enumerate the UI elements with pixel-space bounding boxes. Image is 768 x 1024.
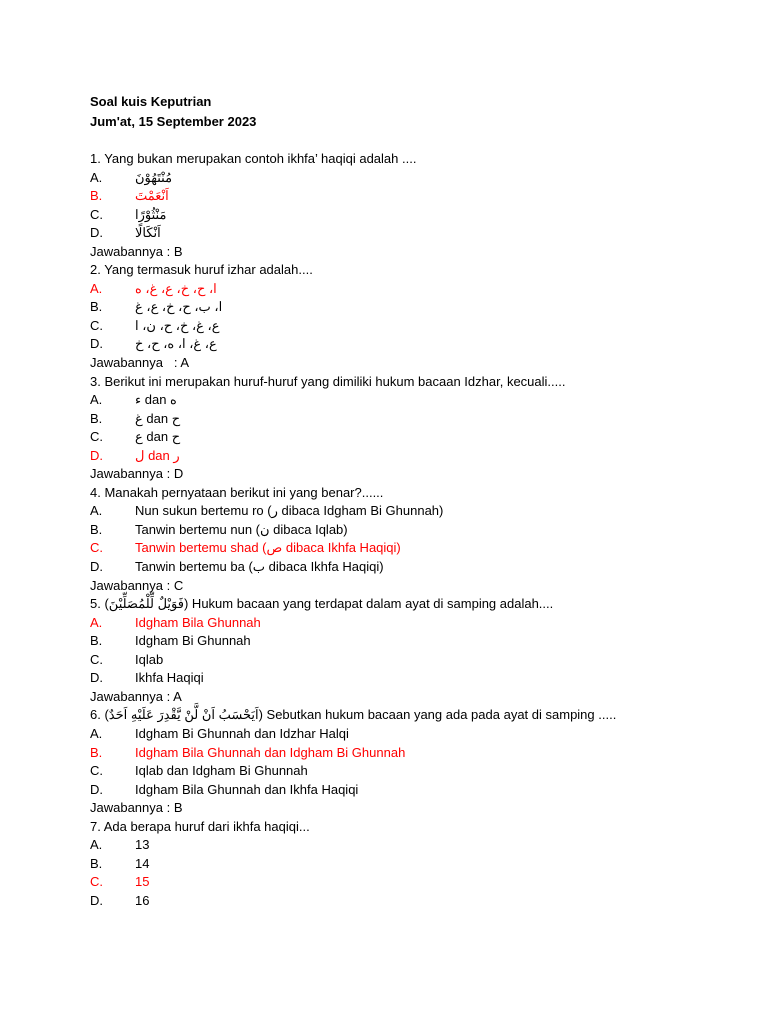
question-text: 2. Yang termasuk huruf izhar adalah.... <box>90 262 313 278</box>
answer-option <box>90 632 730 651</box>
option-text: Idgham Bila Ghunnah <box>135 614 261 630</box>
option-letter: D. <box>90 559 103 575</box>
answer-option <box>90 892 730 911</box>
option-text: Ikhfa Haqiqi <box>135 670 204 686</box>
option-text: ع dan ح <box>135 429 181 445</box>
option-letter: C. <box>90 206 103 222</box>
answer-option <box>90 410 730 429</box>
spacer <box>90 132 730 150</box>
option-letter: A. <box>90 392 103 408</box>
answer-option <box>90 502 730 521</box>
answer-option <box>90 539 730 558</box>
option-letter: D. <box>90 225 103 241</box>
option-letter: D. <box>90 892 103 908</box>
option-text: 16 <box>135 892 150 908</box>
answer-option <box>90 744 730 763</box>
answer-key: Jawabannya : B <box>90 243 183 259</box>
answer-option <box>90 298 730 317</box>
answer-option <box>90 335 730 354</box>
option-letter: C. <box>90 763 103 779</box>
question-text: 7. Ada berapa huruf dari ikhfa haqiqi... <box>90 818 310 834</box>
answer-option <box>90 447 730 466</box>
document-title: Soal kuis Keputrian <box>90 94 212 109</box>
answer-option <box>90 836 730 855</box>
option-text: Idgham Bila Ghunnah dan Idgham Bi Ghunnah <box>135 744 406 760</box>
option-text: Idgham Bi Ghunnah dan Idzhar Halqi <box>135 725 349 741</box>
option-text: Tanwin bertemu shad (ص dibaca Ikhfa Haqiqi) <box>135 540 401 556</box>
option-letter: A. <box>90 280 103 296</box>
option-text: 14 <box>135 855 150 871</box>
question-list <box>90 150 730 910</box>
document-date: Jum'at, 15 September 2023 <box>90 114 257 129</box>
option-text: Iqlab <box>135 651 164 667</box>
answer-option <box>90 428 730 447</box>
option-text: ل dan ر <box>135 447 180 463</box>
answer-option <box>90 651 730 670</box>
option-text: 15 <box>135 874 150 890</box>
answer-key: Jawabannya : C <box>90 577 184 593</box>
answer-option <box>90 317 730 336</box>
option-letter: C. <box>90 429 103 445</box>
option-text: مُنْتَهُوْنَ <box>135 169 173 185</box>
option-letter: A. <box>90 503 103 519</box>
option-letter: A. <box>90 837 103 853</box>
option-letter: A. <box>90 614 103 630</box>
answer-option <box>90 855 730 874</box>
option-text: ع، غ، ا، ه، ح، خ <box>135 336 217 352</box>
answer-key: Jawabannya : A <box>90 355 190 371</box>
question-text: 6. (اَيَحْسَبُ اَنْ لَّنْ يَّقْدِرَ عَلَيْهِ اَحَدٌ) Sebutkan hukum bacaan yang ada pada ayat di samping ..... <box>90 707 617 723</box>
answer-key: Jawabannya : B <box>90 800 183 816</box>
option-text: ا، ح، خ، ع، غ، ه <box>135 280 217 296</box>
option-text: مَنْثُوْرًا <box>135 206 167 222</box>
answer-key: Jawabannya : A <box>90 688 182 704</box>
answer-key: Jawabannya : D <box>90 466 184 482</box>
option-letter: B. <box>90 744 103 760</box>
question-text: 5. (فَوَيْلٌ لِّلْمُصَلِّيْنَ) Hukum bacaan yang terdapat dalam ayat di samping adalah.... <box>90 596 554 612</box>
option-letter: C. <box>90 874 103 890</box>
option-text: ع، غ، خ، ح، ن، ا <box>135 317 220 333</box>
answer-option <box>90 873 730 892</box>
option-letter: C. <box>90 651 103 667</box>
answer-option <box>90 614 730 633</box>
answer-option <box>90 521 730 540</box>
option-letter: A. <box>90 169 103 185</box>
answer-option <box>90 558 730 577</box>
answer-option <box>90 762 730 781</box>
option-letter: B. <box>90 299 103 315</box>
option-text: Nun sukun bertemu ro (ر dibaca Idgham Bi Ghunnah) <box>135 503 444 519</box>
option-text: Idgham Bi Ghunnah <box>135 633 251 649</box>
question-text: 4. Manakah pernyataan berikut ini yang benar?...... <box>90 484 384 500</box>
option-letter: B. <box>90 633 103 649</box>
answer-option <box>90 280 730 299</box>
option-letter: D. <box>90 781 103 797</box>
option-letter: D. <box>90 336 103 352</box>
option-letter: B. <box>90 855 103 871</box>
option-text: ا، ب، ح، خ، ع، غ <box>135 299 223 315</box>
option-letter: A. <box>90 725 103 741</box>
answer-option <box>90 206 730 225</box>
answer-option <box>90 391 730 410</box>
option-text: ء dan ه <box>135 392 177 408</box>
option-text: اَنْكَالًا <box>135 225 161 241</box>
answer-option <box>90 169 730 188</box>
question-text: 1. Yang bukan merupakan contoh ikhfa’ haqiqi adalah .... <box>90 151 417 166</box>
option-letter: C. <box>90 317 103 333</box>
option-text: Iqlab dan Idgham Bi Ghunnah <box>135 763 308 779</box>
answer-option <box>90 725 730 744</box>
answer-option <box>90 669 730 688</box>
option-text: Idgham Bila Ghunnah dan Ikhfa Haqiqi <box>135 781 359 797</box>
option-letter: B. <box>90 410 103 426</box>
question-text: 3. Berikut ini merupakan huruf-huruf yang dimiliki hukum bacaan Idzhar, kecuali..... <box>90 373 566 389</box>
option-text: Tanwin bertemu ba (ب dibaca Ikhfa Haqiqi) <box>135 559 384 575</box>
option-letter: B. <box>90 521 103 537</box>
option-letter: D. <box>90 447 103 463</box>
option-letter: D. <box>90 670 103 686</box>
option-text: 13 <box>135 837 150 853</box>
option-letter: C. <box>90 540 103 556</box>
option-text: غ dan ح <box>135 410 181 426</box>
answer-option <box>90 187 730 206</box>
answer-option <box>90 224 730 243</box>
option-text: Tanwin bertemu nun (ن dibaca Iqlab) <box>135 521 348 537</box>
answer-option <box>90 781 730 800</box>
option-text: اَنْعَمْتَ <box>135 188 169 204</box>
document-page <box>90 92 730 910</box>
option-letter: B. <box>90 188 103 204</box>
